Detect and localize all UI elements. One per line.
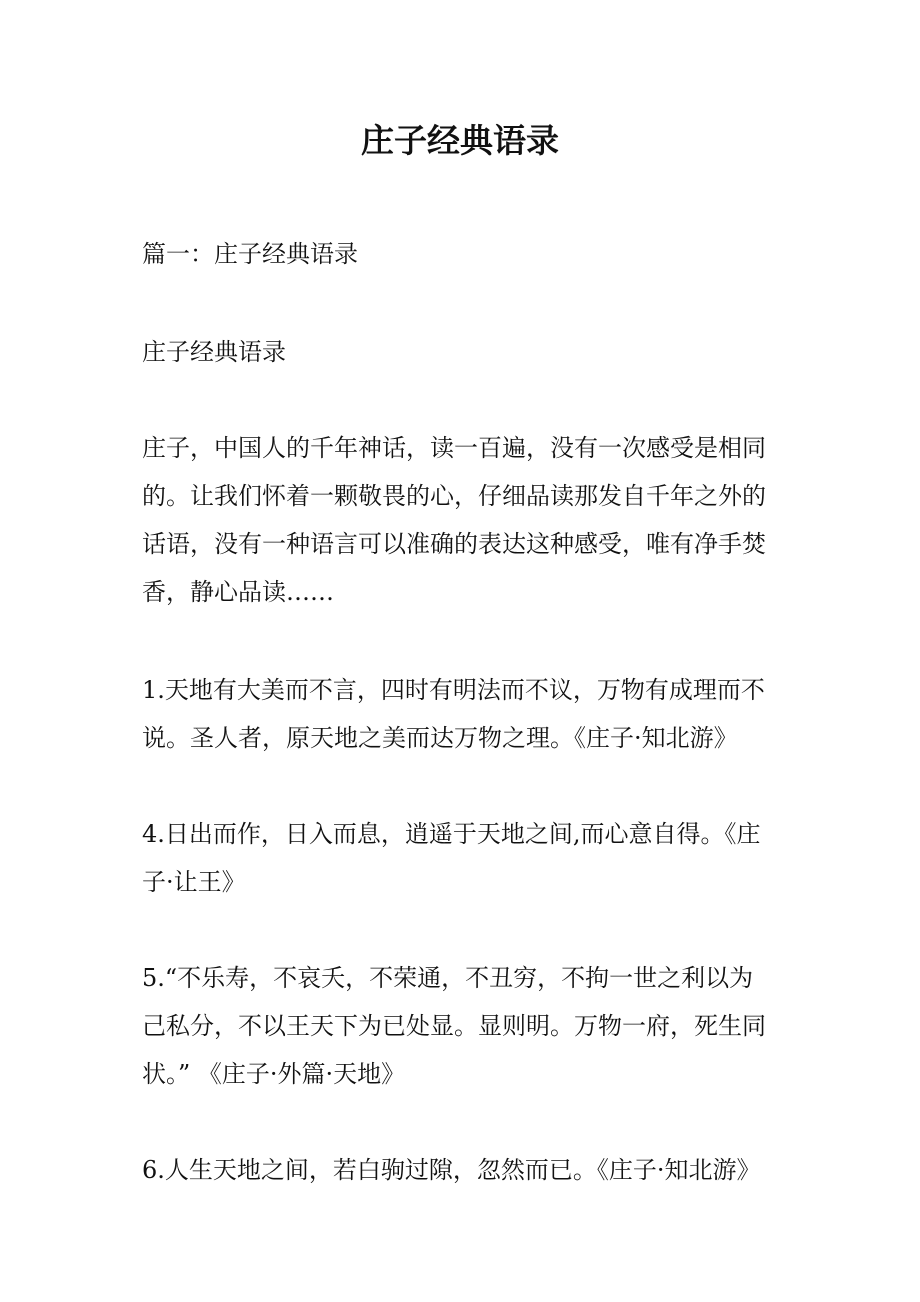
- document-title: 庄子经典语录: [361, 121, 559, 160]
- intro-line: 话语，没有一种语言可以准确的表达这种感受，唯有净手焚: [142, 530, 766, 558]
- quote-line: 6.人生天地之间，若白驹过隙，忽然而已。《庄子·知北游》: [142, 1156, 761, 1184]
- quote-line: 4.日出而作，日入而息，逍遥于天地之间,而心意自得。《庄: [142, 820, 761, 848]
- quote-1: [142, 666, 802, 762]
- quote-line: 5.“不乐寿，不哀夭，不荣通，不丑穷，不拘一世之利以为: [142, 964, 754, 992]
- intro-line: 香，静心品读……: [142, 578, 334, 606]
- intro-line: 庄子，中国人的千年神话，读一百遍，没有一次感受是相同: [142, 434, 766, 462]
- quote-line: 己私分，不以王天下为已处显。显则明。万物一府，死生同: [142, 1012, 766, 1040]
- quote-line: 1.天地有大美而不言，四时有明法而不议，万物有成理而不: [142, 676, 765, 704]
- quote-line: 说。圣人者，原天地之美而达万物之理。《庄子·知北游》: [142, 724, 738, 752]
- intro-paragraph: [142, 424, 802, 616]
- quote-line: 子·让王》: [142, 868, 246, 896]
- subtitle: 庄子经典语录: [142, 338, 286, 366]
- quote-4: [142, 810, 802, 906]
- intro-line: 的。让我们怀着一颗敬畏的心，仔细品读那发自千年之外的: [142, 482, 766, 510]
- section-heading: 篇一：庄子经典语录: [142, 240, 358, 268]
- quote-6: [142, 1146, 802, 1194]
- quote-5: [142, 954, 802, 1098]
- quote-line: 状。” 《庄子·外篇·天地》: [142, 1060, 406, 1088]
